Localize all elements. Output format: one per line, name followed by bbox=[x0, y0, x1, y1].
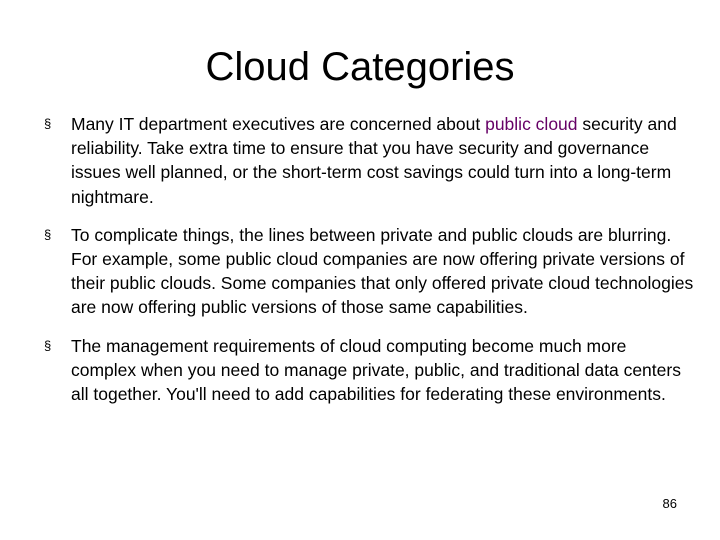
bullet-text-before: Many IT department executives are concerned about bbox=[71, 114, 486, 134]
slide-title: Cloud Categories bbox=[205, 45, 515, 89]
bullet-item bbox=[44, 334, 694, 407]
public-cloud-link-text: public cloud bbox=[485, 114, 578, 134]
bullet-list bbox=[44, 112, 694, 420]
bullet-text-after: security and reliability. Take extra time to ensure that you have security and governance issues well planned, or the short-term cost savings could turn into a long-term nightmare. bbox=[71, 114, 677, 207]
bullet-marker-icon: § bbox=[44, 337, 52, 353]
bullet-marker-icon: § bbox=[44, 116, 52, 131]
bullet-item bbox=[44, 223, 694, 320]
bullet-item bbox=[44, 112, 694, 209]
bullet-text: The management requirements of cloud computing become much more complex when you need to manage private, public, and traditional data centers all together. You'll need to add capabilities for federating these environments. bbox=[71, 335, 681, 405]
bullet-marker-icon: § bbox=[44, 226, 52, 242]
page-number: 86 bbox=[662, 496, 677, 511]
bullet-text: To complicate things, the lines between private and public clouds are blurring. For example, some public cloud companies are now offering private versions of their public clouds. Some companies that only offered private cloud technologies are now offering public versions of those same capabilities. bbox=[71, 224, 694, 318]
